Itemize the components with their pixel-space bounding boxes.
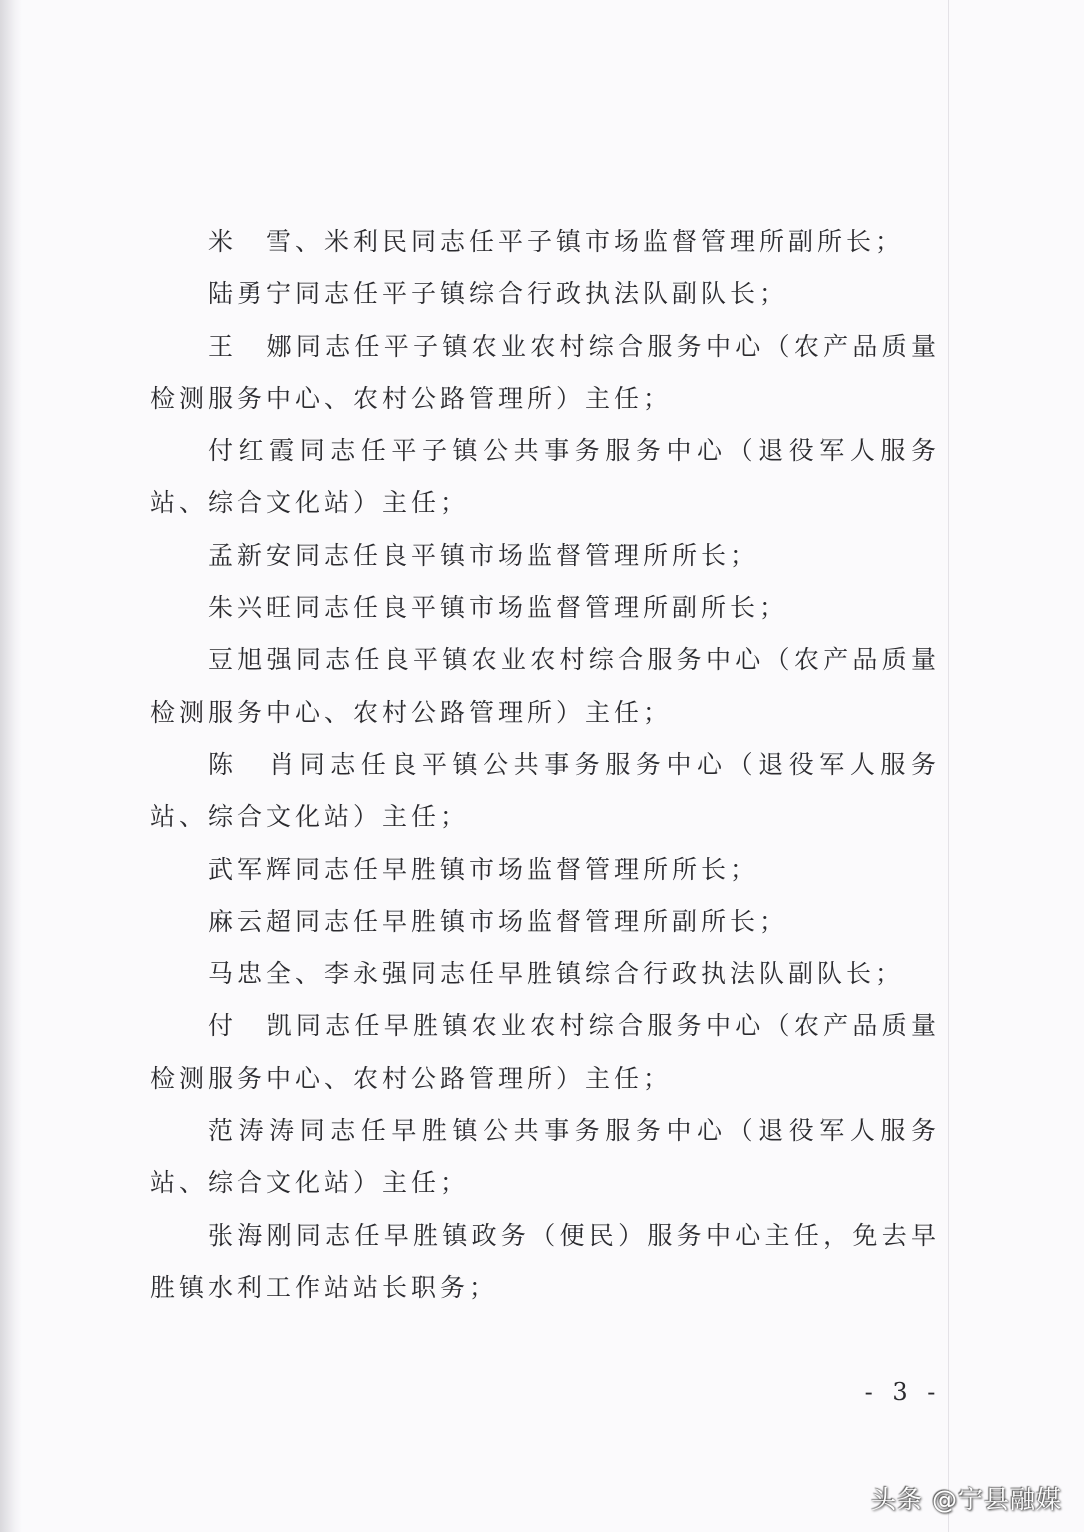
paragraph: 付红霞同志任平子镇公共事务服务中心（退役军人服务站、综合文化站）主任； — [150, 436, 940, 518]
paragraph: 朱兴旺同志任良平镇市场监督管理所副所长； — [208, 593, 789, 623]
paragraph: 马忠全、李永强同志任早胜镇综合行政执法队副队长； — [208, 959, 905, 989]
paragraph: 付 凯同志任早胜镇农业农村综合服务中心（农产品质量检测服务中心、农村公路管理所）主任； — [150, 1011, 940, 1093]
paragraph: 米 雪、米利民同志任平子镇市场监督管理所副所长； — [208, 227, 905, 256]
document-body — [150, 216, 940, 1314]
paragraph: 麻云超同志任早胜镇市场监督管理所副所长； — [208, 906, 789, 936]
page-number: - 3 - — [864, 1378, 942, 1406]
scan-edge-shadow — [0, 0, 22, 1532]
paragraph: 孟新安同志任良平镇市场监督管理所所长； — [208, 540, 760, 570]
paragraph: 陆勇宁同志任平子镇综合行政执法队副队长； — [208, 279, 789, 309]
source-watermark: 头条 @宁县融媒 — [871, 1485, 1062, 1514]
paragraph: 陈 肖同志任良平镇公共事务服务中心（退役军人服务站、综合文化站）主任； — [150, 749, 940, 832]
paragraph: 武军辉同志任早胜镇市场监督管理所所长； — [208, 854, 760, 884]
paper-fold-line — [948, 0, 949, 1532]
paragraph: 张海刚同志任早胜镇政务（便民）服务中心主任，免去早胜镇水利工作站站长职务； — [150, 1220, 940, 1302]
paragraph: 范涛涛同志任早胜镇公共事务服务中心（退役军人服务站、综合文化站）主任； — [150, 1116, 940, 1198]
paragraph: 豆旭强同志任良平镇农业农村综合服务中心（农产品质量检测服务中心、农村公路管理所）主任； — [150, 645, 940, 727]
paragraph: 王 娜同志任平子镇农业农村综合服务中心（农产品质量检测服务中心、农村公路管理所）主任； — [150, 331, 940, 413]
